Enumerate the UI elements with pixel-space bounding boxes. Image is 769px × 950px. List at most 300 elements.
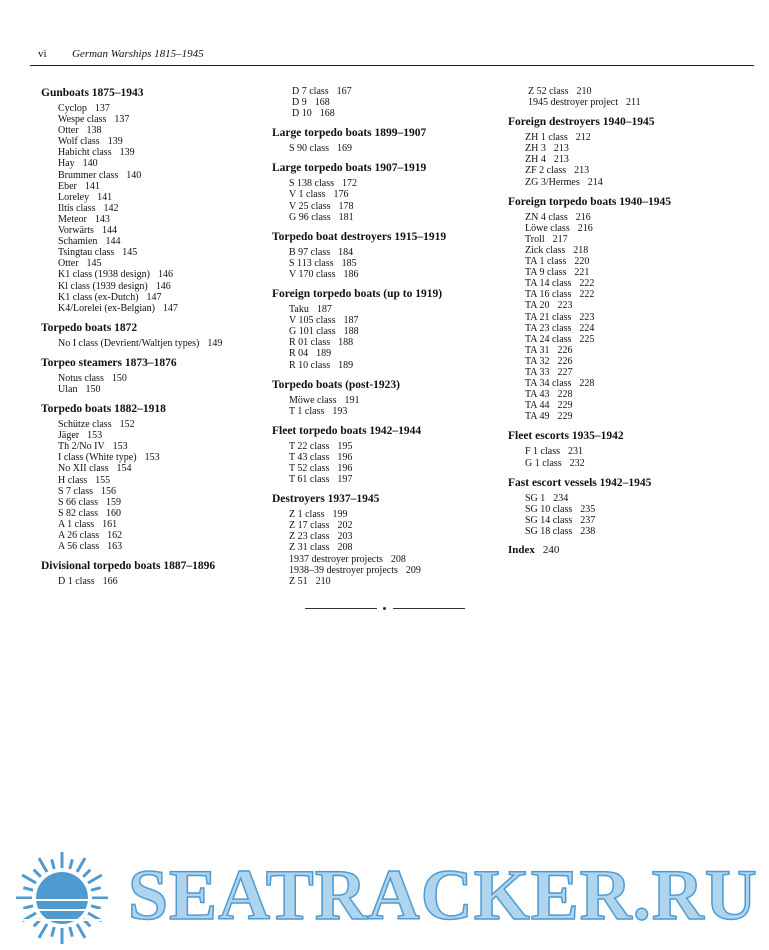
entry-page: 168 [314,97,330,109]
entry-page: 141 [84,180,100,192]
toc-entry[interactable] [41,269,266,280]
section-heading-foreign-torpedo-boats-1940-1945[interactable]: Foreign torpedo boats 1940–1945 [508,195,672,208]
toc-entry[interactable] [272,201,497,212]
entry-title: V 1 class [289,189,326,201]
entry-page: 188 [343,326,359,338]
toc-entry[interactable] [41,258,266,269]
entry-page: 145 [122,247,138,259]
entry-page: 191 [344,394,360,406]
entry-title: S 66 class [58,496,98,508]
entry-page: 231 [568,446,583,458]
entry-page: 168 [319,108,335,120]
entry-title: Möwe class [289,394,337,406]
entry-title: A 26 class [58,530,100,541]
entry-page: 199 [332,509,348,521]
entry-page: 160 [106,507,121,519]
section-heading-torpeo-steamers-1873-1876[interactable]: Torpeo steamers 1873–1876 [41,356,177,369]
toc-entry[interactable] [272,463,497,474]
toc-entry[interactable] [508,165,748,176]
entry-page: 153 [112,441,128,453]
entry-page: 216 [577,222,593,234]
entry-title: SG 1 [525,492,546,504]
entry-page: 210 [315,575,331,587]
entry-title: Habicht class [58,147,112,159]
toc-entry[interactable] [272,520,497,531]
entry-page: 144 [105,236,121,248]
entry-page: 144 [101,225,117,237]
entry-title: TA 33 [525,366,550,378]
toc-entry[interactable] [272,304,497,315]
entry-title: Eber [58,180,77,192]
running-header [30,48,754,68]
toc-entry[interactable] [41,114,266,125]
entry-title: Schütze class [58,419,112,431]
toc-entry[interactable] [508,323,748,334]
entry-page: 211 [625,97,641,109]
entry-title: G 101 class [289,326,336,338]
entry-title: T 1 class [289,405,325,417]
toc-entry[interactable] [41,203,266,214]
toc-entry[interactable] [508,356,748,367]
toc-section [508,115,748,187]
toc-entry[interactable] [508,504,748,515]
entry-page: 235 [580,503,596,515]
section-heading-foreign-destroyers-1940-1945[interactable]: Foreign destroyers 1940–1945 [508,116,655,129]
contents-column-2 [272,86,497,594]
toc-entry[interactable] [41,508,266,519]
entry-page: 237 [580,514,596,526]
entry-title: Z 31 class [289,542,330,554]
toc-entry[interactable] [272,531,497,542]
toc-entry[interactable] [508,300,748,311]
entry-title: Th 2/No IV [58,441,105,453]
section-heading-torpedo-boats-1872[interactable]: Torpedo boats 1872 [41,321,138,334]
index-label: Index [508,544,535,556]
toc-entry[interactable] [41,158,266,169]
toc-entry[interactable] [272,189,497,200]
entry-title: Kl class (1939 design) [58,280,148,292]
toc-entry[interactable] [41,225,266,236]
entry-page: 138 [86,125,102,137]
entry-title: Wolf class [58,136,100,148]
entry-title: 1945 destroyer project [528,97,618,109]
entry-title: V 25 class [289,200,331,212]
toc-entry[interactable] [508,256,748,267]
toc-entry[interactable] [41,147,266,158]
column-3-sections [508,86,748,537]
entry-title: B 97 class [289,246,331,258]
toc-entry[interactable] [272,315,497,326]
toc-section [508,429,748,468]
section-heading-fast-escort-vessels-1942-1945[interactable]: Fast escort vessels 1942–1945 [508,476,652,489]
toc-section [41,321,266,349]
section-heading-torpedo-boats-post-1923[interactable]: Torpedo boats (post-1923) [272,378,401,391]
toc-entry[interactable] [508,458,748,469]
toc-entry[interactable] [508,367,748,378]
toc-entry[interactable] [41,103,266,114]
entry-title: I class (White type) [58,452,137,464]
toc-section [272,378,497,417]
toc-entry[interactable] [508,267,748,278]
toc-section [272,424,497,485]
entry-title: No XII class [58,463,109,475]
entry-page: 189 [338,359,354,371]
entry-page: 146 [157,269,173,281]
section-heading-large-torpedo-boats-1899-1907[interactable]: Large torpedo boats 1899–1907 [272,127,427,140]
entry-page: 185 [341,257,357,269]
toc-entry[interactable] [508,526,748,537]
entry-page: 223 [579,311,595,323]
entry-page: 145 [86,258,102,270]
entry-page: 216 [575,211,591,223]
toc-entry[interactable] [41,247,266,258]
entry-page: 229 [557,400,573,412]
section-heading-fleet-torpedo-boats-1942-1944[interactable]: Fleet torpedo boats 1942–1944 [272,424,422,437]
toc-entry[interactable] [41,497,266,508]
entry-page: 225 [579,333,595,345]
entry-page: 238 [580,525,596,537]
watermark [0,838,769,950]
section-heading-torpedo-boats-1882-1918[interactable]: Torpedo boats 1882–1918 [41,403,166,416]
toc-entry[interactable] [508,223,748,234]
toc-entry[interactable] [272,97,497,108]
entry-title: Otter [58,258,79,270]
section-heading-fleet-escorts-1935-1942[interactable]: Fleet escorts 1935–1942 [508,430,624,443]
entry-page: 150 [85,383,101,395]
entry-title: Loreley [58,191,90,203]
toc-entry[interactable] [41,430,266,441]
toc-entry[interactable] [41,125,266,136]
entry-title: Z 51 [289,575,308,587]
toc-entry[interactable] [508,234,748,245]
entry-title: ZH 3 [525,143,546,155]
toc-section [272,492,497,587]
end-ornament-rule [305,607,465,611]
toc-entry[interactable] [272,178,497,189]
entry-title: D 1 class [58,576,95,588]
toc-entry[interactable] [41,441,266,452]
toc-entry[interactable] [41,452,266,463]
entry-title: ZH 1 class [525,132,568,144]
toc-entry[interactable] [508,312,748,323]
entry-page: 140 [126,169,142,181]
watermark-text: SEATRACKER.RU [128,855,758,935]
toc-entry[interactable] [41,519,266,530]
toc-entry[interactable] [508,515,748,526]
entry-title: Notus class [58,372,104,384]
toc-entry[interactable] [41,214,266,225]
entry-page: 167 [336,86,352,97]
toc-entry[interactable] [272,269,497,280]
entry-title: ZG 3/Hermes [525,176,580,188]
toc-entry[interactable] [272,542,497,553]
entry-page: 155 [95,474,111,486]
entry-title: 1937 destroyer projects [289,553,383,565]
entry-page: 196 [337,462,353,474]
page-number: vi [38,48,47,60]
entry-title: S 138 class [289,178,334,190]
entry-page: 159 [106,496,121,508]
toc-entry[interactable] [272,326,497,337]
entry-title: Zick class [525,244,566,256]
toc-section [508,195,748,423]
index-page: 240 [542,544,560,556]
entry-page: 147 [146,291,162,303]
toc-entry[interactable] [508,389,748,400]
toc-entry[interactable] [508,345,748,356]
entry-title: T 22 class [289,440,330,452]
toc-entry[interactable] [41,475,266,486]
entry-title: Hay [58,158,75,170]
entry-page: 169 [337,143,352,155]
entry-page: 208 [337,542,353,554]
header-rule [30,65,754,66]
entry-title: R 10 class [289,359,331,371]
toc-entry[interactable] [508,493,748,504]
toc-entry[interactable] [508,154,748,165]
toc-entry[interactable] [41,181,266,192]
toc-entry[interactable] [272,108,497,119]
entry-page: 228 [579,378,595,390]
entry-title: TA 14 class [525,278,572,290]
entry-title: G 96 class [289,211,331,223]
toc-entry[interactable] [41,419,266,430]
entry-page: 142 [103,202,119,214]
toc-entry[interactable] [272,441,497,452]
toc-section [41,402,266,552]
entry-page: 146 [155,280,171,292]
toc-entry[interactable] [508,97,748,108]
toc-section [508,476,748,537]
entry-title: H class [58,474,88,486]
entry-page: 234 [553,492,569,504]
toc-entry[interactable] [41,170,266,181]
entry-title: 1938–39 destroyer projects [289,564,398,576]
entry-title: TA 32 [525,355,550,367]
entry-title: TA 23 class [525,322,572,334]
entry-title: TA 21 class [525,311,572,323]
entry-page: 208 [390,553,406,565]
toc-entry[interactable] [41,373,266,384]
toc-entry[interactable] [272,576,497,587]
toc-entry[interactable] [41,136,266,147]
toc-entry[interactable] [41,384,266,395]
toc-entry[interactable] [41,463,266,474]
entry-title: V 105 class [289,315,336,327]
entry-title: K1 class (1938 design) [58,269,150,281]
toc-section [272,161,497,222]
entry-title: Taku [289,304,309,316]
section-heading-torpedo-boat-destroyers-1915-1919[interactable]: Torpedo boat destroyers 1915–1919 [272,230,447,243]
entry-title: ZH 4 [525,154,546,166]
entry-title: ZN 4 class [525,211,568,223]
toc-entry[interactable] [508,289,748,300]
entry-page: 189 [316,348,332,360]
toc-entry[interactable] [508,177,748,188]
section-heading-foreign-torpedo-boats-up-to-1919[interactable]: Foreign torpedo boats (up to 1919) [272,288,443,301]
entry-title: Troll [525,233,545,245]
toc-entry[interactable] [272,143,497,154]
entry-title: S 113 class [289,257,334,269]
entry-title: K1 class (ex-Dutch) [58,291,139,303]
sun-logo-icon [0,838,130,950]
toc-entry[interactable] [272,247,497,258]
entry-title: S 82 class [58,507,98,519]
toc-entry[interactable] [508,400,748,411]
section-heading-large-torpedo-boats-1907-1919[interactable]: Large torpedo boats 1907–1919 [272,162,427,175]
entry-page: 187 [343,315,359,327]
entry-page: 150 [111,372,127,384]
entry-page: 188 [338,337,354,349]
toc-entry[interactable] [41,292,266,303]
entry-title: D 7 class [292,86,329,97]
entry-title: Z 23 class [289,531,330,543]
entry-title: Otter [58,125,79,137]
toc-section [41,559,266,587]
entry-page: 213 [553,143,569,155]
entry-title: T 43 class [289,451,330,463]
entry-title: SG 14 class [525,514,573,526]
entry-title: Cyclop [58,103,87,114]
entry-title: Brummer class [58,169,119,181]
toc-entry[interactable] [272,474,497,485]
section-heading-gunboats-1875-1943[interactable]: Gunboats 1875–1943 [41,87,144,99]
toc-section [508,86,748,108]
entry-title: Iltis class [58,202,96,214]
toc-entry[interactable] [41,303,266,314]
index-entry[interactable] [508,544,748,556]
entry-page: 222 [579,289,595,301]
entry-page: 172 [342,178,357,190]
entry-page: 214 [587,176,603,188]
toc-entry[interactable] [508,278,748,289]
entry-title: A 56 class [58,541,100,553]
toc-entry[interactable] [41,576,266,587]
toc-section [41,86,266,314]
toc-entry[interactable] [272,86,497,97]
entry-title: Z 17 class [289,520,330,532]
entry-page: 229 [557,411,573,423]
entry-page: 221 [574,267,590,279]
toc-entry[interactable] [272,565,497,576]
toc-entry[interactable] [272,360,497,371]
toc-entry[interactable] [41,530,266,541]
toc-entry[interactable] [41,281,266,292]
toc-entry[interactable] [508,411,748,422]
entry-page: 166 [102,576,118,588]
entry-page: 224 [579,322,595,334]
entry-title: TA 43 [525,389,550,401]
toc-entry[interactable] [508,245,748,256]
toc-entry[interactable] [41,192,266,203]
toc-section [272,86,497,119]
entry-title: TA 9 class [525,267,567,279]
entry-page: 195 [337,440,353,452]
entry-page: 153 [144,452,160,464]
entry-page: 223 [557,300,573,312]
toc-entry[interactable] [508,143,748,154]
contents-column-1 [41,86,266,594]
toc-entry[interactable] [508,334,748,345]
toc-entry[interactable] [272,337,497,348]
entry-title: TA 49 [525,411,550,423]
entry-page: 220 [574,256,590,268]
entry-page: 232 [569,457,585,469]
entry-page: 176 [333,189,349,201]
entry-title: Z 1 class [289,509,325,521]
toc-entry[interactable] [41,541,266,552]
entry-page: 186 [343,268,359,280]
toc-entry[interactable] [272,406,497,417]
toc-entry[interactable] [508,212,748,223]
toc-section [41,356,266,395]
entry-page: 139 [119,147,135,159]
toc-entry[interactable] [508,132,748,143]
book-title: German Warships 1815–1945 [72,48,204,60]
toc-entry[interactable] [272,452,497,463]
entry-page: 228 [557,389,573,401]
entry-page: 193 [332,405,348,417]
entry-title: No I class (Devrient/Waltjen types) [58,337,200,349]
entry-page: 178 [338,200,354,212]
entry-page: 154 [116,463,132,475]
entry-page: 149 [207,337,223,349]
toc-entry[interactable] [272,395,497,406]
entry-page: 217 [552,233,568,245]
toc-entry[interactable] [272,212,497,223]
toc-entry[interactable] [41,486,266,497]
section-heading-destroyers-1937-1945[interactable]: Destroyers 1937–1945 [272,493,380,506]
entry-page: 202 [337,520,353,532]
entry-title: TA 20 [525,300,550,312]
entry-page: 222 [579,278,595,290]
toc-entry[interactable] [272,258,497,269]
toc-entry[interactable] [272,554,497,565]
toc-entry[interactable] [508,86,748,97]
entry-page: 152 [119,419,135,431]
toc-section [272,287,497,371]
entry-page: 137 [114,114,130,126]
entry-page: 226 [557,344,573,356]
toc-entry[interactable] [508,446,748,457]
entry-title: D 10 [292,108,312,120]
toc-entry[interactable] [41,236,266,247]
entry-page: 139 [107,136,123,148]
section-heading-divisional-torpedo-boats-1887-1896[interactable]: Divisional torpedo boats 1887–1896 [41,560,216,573]
toc-entry[interactable] [272,509,497,520]
entry-title: Jäger [58,430,80,442]
entry-page: 213 [574,165,590,177]
entry-page: 162 [107,530,123,541]
entry-page: 140 [82,158,98,170]
entry-page: 156 [101,485,116,497]
entry-page: 187 [316,304,332,316]
entry-page: 141 [97,191,113,203]
entry-title: TA 1 class [525,256,567,268]
toc-entry[interactable] [41,338,266,349]
entry-page: 161 [102,518,118,530]
entry-page: 197 [337,474,353,486]
entry-title: K4/Lorelei (ex-Belgian) [58,302,155,314]
toc-entry[interactable] [508,378,748,389]
entry-page: 143 [94,213,110,225]
entry-title: TA 16 class [525,289,572,301]
toc-entry[interactable] [272,348,497,359]
entry-title: Ulan [58,383,78,395]
entry-page: 137 [94,103,110,114]
entry-page: 210 [576,86,592,97]
entry-title: TA 34 class [525,378,572,390]
